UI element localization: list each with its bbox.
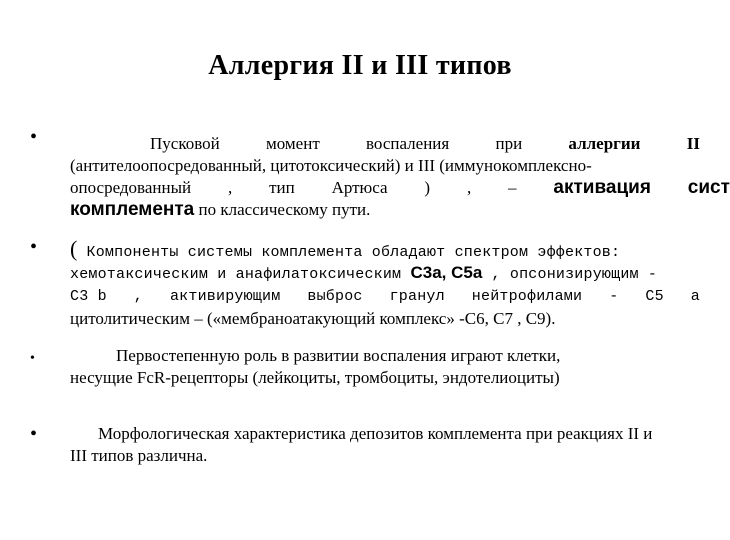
word-bold: аллергии: [568, 134, 641, 153]
word: воспаления: [366, 134, 450, 153]
bullet-2-line-1: [70, 238, 700, 264]
slide-title: Аллергия II и III типов: [208, 50, 512, 81]
word: опосредованный: [70, 178, 192, 197]
word: а: [690, 288, 700, 305]
bullet-2-line-2: [70, 262, 700, 286]
word: гранул: [389, 288, 445, 305]
bullet-3: [70, 345, 700, 389]
word: при: [495, 134, 523, 153]
bullet-marker-3: •: [30, 351, 35, 366]
word: ): [424, 178, 431, 197]
text-bold: С3а, С5а: [410, 263, 483, 282]
open-paren: (: [70, 236, 78, 261]
bullet-4: [70, 423, 700, 467]
bullet-marker-4: •: [30, 423, 38, 445]
text: , опсонизирующим -: [482, 266, 658, 283]
text: хемотаксическим и анафилатоксическим: [70, 266, 411, 283]
bullet-4-line-1: Морфологическая характеристика депозитов комплемента при реакциях II и: [98, 424, 653, 443]
word: нейтрофилами: [471, 288, 583, 305]
bullet-1-line-4: [70, 199, 700, 221]
bullet-2: [70, 238, 700, 330]
bullet-1: [70, 133, 730, 221]
bullet-2-line-4: цитолитическим – («мембраноатакующий комплекс» -С6, С7 , С9).: [70, 309, 556, 328]
bullet-marker-2: •: [30, 236, 38, 258]
word-emphasis-clipped: сист: [687, 177, 730, 198]
bullet-1-line-3: [70, 177, 730, 199]
bullet-1-line-2: (антителоопосредованный, цитотоксический) и III (иммунокомплексно-: [70, 156, 592, 175]
word: ,: [133, 288, 143, 305]
bullet-3-line-2: несущие FcR-рецепторы (лейкоциты, тромбоциты, эндотелиоциты): [70, 368, 560, 387]
word: тип: [269, 178, 295, 197]
text: по классическому пути.: [194, 200, 371, 219]
word-bold: II: [686, 134, 700, 153]
bullet-marker-1: •: [30, 126, 38, 148]
word: С3 b: [70, 288, 107, 305]
word: ,: [466, 178, 472, 197]
word: Пусковой: [150, 134, 220, 153]
word: момент: [265, 134, 320, 153]
text: Компоненты системы комплемента обладают спектром эффектов:: [77, 244, 621, 261]
word: -: [609, 288, 619, 305]
word: Артюса: [331, 178, 388, 197]
bullet-4-line-2: III типов различна.: [70, 446, 208, 465]
bullet-1-line-1: [70, 133, 700, 155]
bullet-2-line-3: [70, 286, 700, 308]
bullet-3-line-1: Первостепенную роль в развитии воспаления играют клетки,: [116, 346, 561, 365]
word: ,: [227, 178, 233, 197]
word: –: [508, 178, 517, 197]
word: С5: [645, 288, 664, 305]
word-emphasis: комплемента: [70, 199, 195, 220]
word: активирующим: [169, 288, 281, 305]
word: выброс: [307, 288, 363, 305]
word-emphasis: активация: [553, 177, 651, 198]
